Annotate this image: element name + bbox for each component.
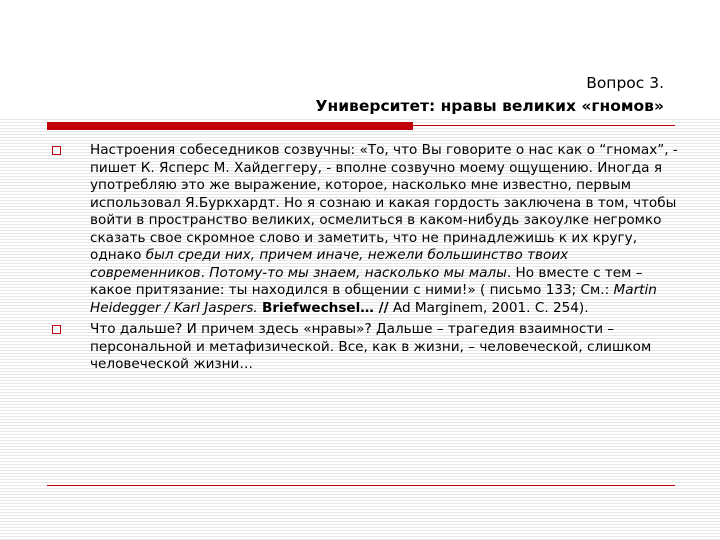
title-underline-thin	[413, 125, 675, 126]
question-text: Что дальше? И причем здесь «нравы»? Дальше – трагедия взаимности – персональной и метафизической. Все, как в жизни, – человеческой, слишком человеческой жизни…	[90, 321, 652, 372]
citation-publisher: Ad Marginem, 2001. С. 254).	[388, 299, 589, 316]
quote-text-2: .	[200, 264, 210, 281]
quote-text-3: . Но вместе с тем – какое притязание: ты находился в общении с ними!» ( письмо 133; См.:	[90, 264, 643, 298]
slide-title	[316, 72, 664, 118]
slide-body	[50, 142, 680, 378]
footer-rule	[47, 485, 675, 486]
title-underline-thick	[47, 122, 413, 130]
paragraph-question	[50, 321, 680, 374]
citation-title: Briefwechsel… //	[261, 299, 389, 316]
quote-italic-1: был среди них, причем иначе, нежели большинство твоих современников	[90, 247, 569, 281]
square-bullet-icon	[52, 325, 61, 334]
title-question-number: Вопрос 3.	[586, 74, 664, 92]
citation-authors: Martin Heidegger / Karl Jaspers.	[90, 282, 657, 316]
square-bullet-icon	[52, 146, 61, 155]
quote-italic-2: Потому-то мы знаем, насколько мы малы	[209, 264, 507, 281]
title-heading: Университет: нравы великих «гномов»	[315, 97, 664, 115]
paragraph-quote	[50, 142, 680, 317]
quote-text-1: Настроения собеседников созвучны: «То, что Вы говорите о нас как о “гномах”, - пишет К. Ясперс М. Хайдеггеру, - вполне созвучно моему ощущению. Иногда я употребляю это же выражение, которое, насколько мне известно, первым использовал Я.Буркхардт. Но я сознаю и какая гордость заключена в том, чтобы войти в пространство великих, осмелиться в каком-нибудь закоулке негромко сказать свое скромное слово и заметить, что не принадлежишь к их кругу, однако	[90, 142, 678, 263]
